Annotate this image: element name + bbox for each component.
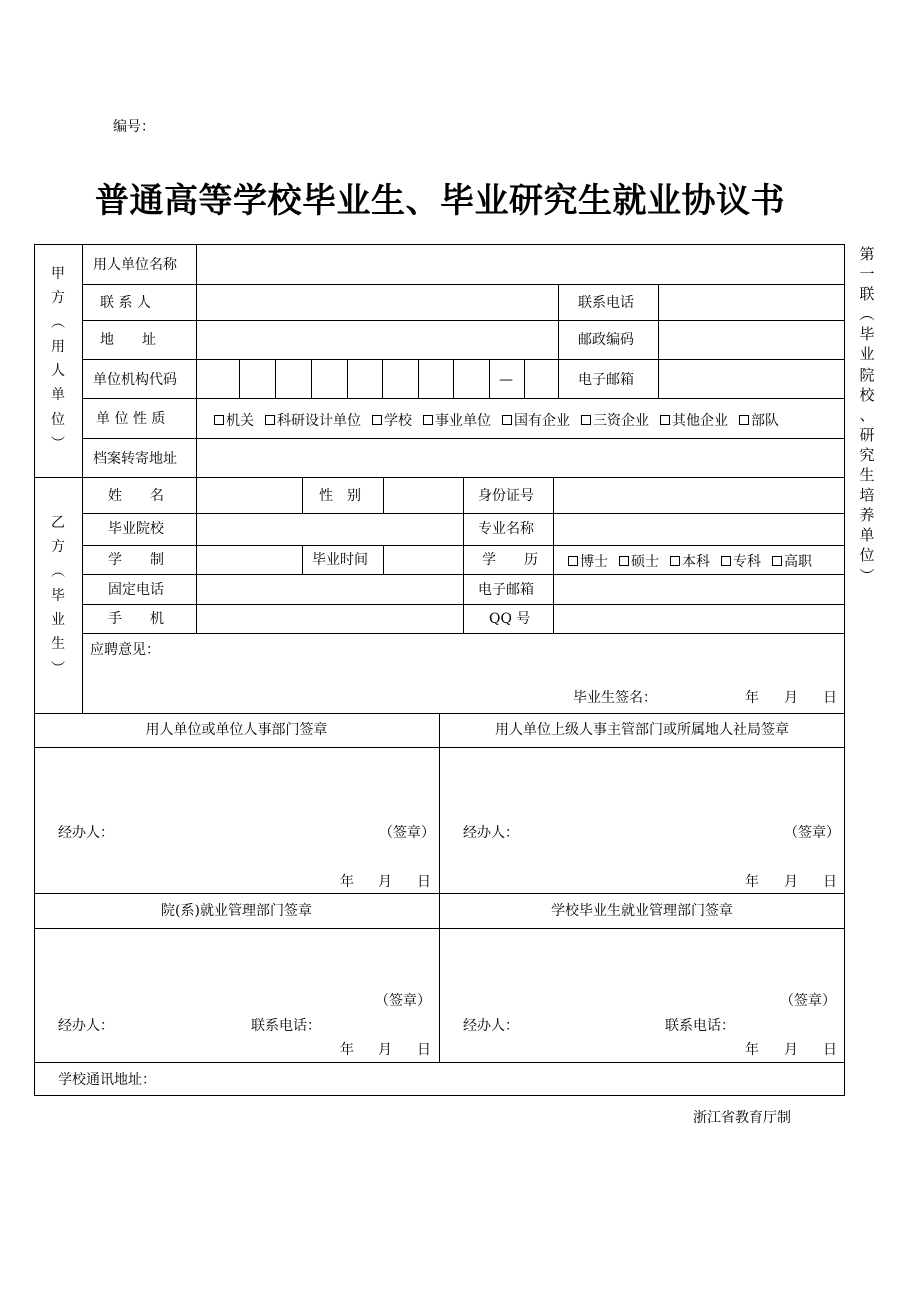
checkbox-icon[interactable] (739, 415, 749, 425)
year-label: 年 (745, 690, 759, 706)
degree-options (568, 551, 812, 571)
handler-label: 经办人： (463, 1018, 519, 1034)
checkbox-icon[interactable] (265, 415, 275, 425)
checkbox-option[interactable] (423, 410, 491, 430)
grad-time-label: 毕业时间 (312, 552, 368, 568)
checkbox-option[interactable] (265, 410, 361, 430)
year-label: 年 (745, 874, 759, 890)
checkbox-label: 三资企业 (593, 413, 649, 429)
vertical-char: 一 (859, 265, 875, 284)
checkbox-label: 机关 (226, 413, 254, 429)
checkbox-option[interactable] (568, 551, 608, 571)
major-label: 专业名称 (478, 521, 534, 537)
day-label: 日 (417, 1042, 431, 1058)
unit-type-options (214, 410, 779, 430)
checkbox-icon[interactable] (502, 415, 512, 425)
handler-label: 经办人： (58, 1018, 114, 1034)
year-label: 年 (340, 1042, 354, 1058)
opinion-label: 应聘意见： (90, 642, 160, 658)
checkbox-option[interactable] (721, 551, 761, 571)
checkbox-label: 科研设计单位 (277, 413, 361, 429)
vertical-char: 生 (51, 636, 65, 653)
checkbox-icon[interactable] (660, 415, 670, 425)
serial-number-label: 编号： (113, 119, 155, 135)
vertical-char: ︶ (51, 436, 65, 453)
seal-label: （签章） (379, 825, 435, 841)
school-label: 毕业院校 (108, 521, 164, 537)
checkbox-label: 高职 (784, 554, 812, 570)
vertical-char: 养 (859, 506, 875, 525)
month-label: 月 (378, 1042, 392, 1058)
vertical-char: 研 (859, 425, 875, 444)
vertical-char: 生 (859, 466, 875, 485)
id-number-label: 身份证号 (478, 488, 534, 504)
checkbox-label: 专科 (733, 554, 761, 570)
gender-label: 性 别 (319, 488, 361, 504)
checkbox-label: 博士 (580, 554, 608, 570)
student-signature-label: 毕业生签名： (573, 690, 657, 706)
vertical-char: ︵ (51, 314, 65, 331)
month-label: 月 (378, 874, 392, 890)
vertical-char: 院 (859, 365, 875, 384)
unit-name-label: 用人单位名称 (93, 257, 177, 273)
employer-hr-seal-header: 用人单位或单位人事部门签章 (145, 722, 328, 738)
checkbox-icon[interactable] (581, 415, 591, 425)
vertical-char: 毕 (859, 325, 875, 344)
vertical-char: 校 (859, 385, 875, 404)
postcode-label: 邮政编码 (578, 332, 634, 348)
issuer: 浙江省教育厅制 (693, 1110, 791, 1126)
college-dept-seal-header: 院(系)就业管理部门签章 (161, 903, 312, 919)
copy-note (853, 244, 881, 586)
checkbox-icon[interactable] (568, 556, 578, 566)
vertical-char: 联 (859, 285, 875, 304)
checkbox-option[interactable] (772, 551, 812, 571)
day-label: 日 (823, 1042, 837, 1058)
year-label: 年 (340, 874, 354, 890)
day-label: 日 (417, 874, 431, 890)
vertical-char: 究 (859, 445, 875, 464)
checkbox-option[interactable] (581, 410, 649, 430)
vertical-char: 甲 (51, 266, 65, 282)
seal-label: （签章） (780, 993, 836, 1009)
document-title: 普通高等学校毕业生、毕业研究生就业协议书 (95, 181, 785, 221)
vertical-char: 位 (51, 411, 65, 428)
qq-label: QQ 号 (489, 611, 531, 627)
checkbox-label: 硕士 (631, 554, 659, 570)
party-a-label (48, 262, 68, 456)
year-label: 年 (745, 1042, 759, 1058)
landline-label: 固定电话 (108, 582, 164, 598)
handler-label: 经办人： (463, 825, 519, 841)
checkbox-label: 事业单位 (435, 413, 491, 429)
student-email-label: 电子邮箱 (478, 582, 534, 598)
month-label: 月 (784, 1042, 798, 1058)
degree-label: 学 历 (482, 552, 538, 568)
handler-label: 经办人： (58, 825, 114, 841)
vertical-char: 业 (859, 345, 875, 364)
vertical-char: ︶ (859, 566, 875, 585)
vertical-char: 、 (859, 405, 875, 424)
org-code-label: 单位机构代码 (93, 372, 177, 388)
checkbox-icon[interactable] (372, 415, 382, 425)
checkbox-label: 其他企业 (672, 413, 728, 429)
day-label: 日 (823, 690, 837, 706)
party-b-label (48, 511, 68, 681)
school-dept-seal-header: 学校毕业生就业管理部门签章 (551, 903, 733, 919)
contact-person-label: 联 系 人 (100, 295, 151, 311)
vertical-char: 位 (859, 546, 875, 565)
contact-phone-label: 联系电话： (251, 1018, 321, 1034)
checkbox-option[interactable] (502, 410, 570, 430)
checkbox-label: 部队 (751, 413, 779, 429)
seal-label: （签章） (784, 825, 840, 841)
vertical-char: 业 (51, 612, 65, 629)
vertical-char: ︵ (51, 563, 65, 580)
org-code-dash: — (499, 372, 513, 388)
vertical-char: ︶ (51, 660, 65, 677)
vertical-char: 培 (859, 486, 875, 505)
name-label: 姓 名 (108, 488, 164, 504)
checkbox-option[interactable] (670, 551, 710, 571)
vertical-char: 方 (51, 539, 65, 556)
day-label: 日 (823, 874, 837, 890)
checkbox-option[interactable] (214, 410, 254, 430)
checkbox-icon[interactable] (619, 556, 629, 566)
checkbox-icon[interactable] (214, 415, 224, 425)
checkbox-option[interactable] (619, 551, 659, 571)
address-label: 地 址 (100, 332, 156, 348)
vertical-char: 毕 (51, 587, 65, 604)
superior-dept-seal-header: 用人单位上级人事主管部门或所属地人社局签章 (495, 722, 789, 738)
vertical-char: ︵ (859, 305, 875, 324)
vertical-char: 乙 (51, 515, 65, 531)
vertical-char: 单 (859, 526, 875, 545)
contact-phone-label: 联系电话： (665, 1018, 735, 1034)
archive-address-label: 档案转寄地址 (93, 451, 177, 467)
checkbox-label: 国有企业 (514, 413, 570, 429)
checkbox-icon[interactable] (772, 556, 782, 566)
checkbox-label: 学校 (384, 413, 412, 429)
checkbox-label: 本科 (682, 554, 710, 570)
checkbox-option[interactable] (739, 410, 779, 430)
email-label: 电子邮箱 (578, 372, 634, 388)
checkbox-option[interactable] (660, 410, 728, 430)
vertical-char: 人 (51, 363, 65, 380)
month-label: 月 (784, 690, 798, 706)
checkbox-icon[interactable] (721, 556, 731, 566)
school-address-label: 学校通讯地址： (58, 1072, 156, 1088)
duration-label: 学 制 (108, 552, 164, 568)
checkbox-icon[interactable] (670, 556, 680, 566)
checkbox-icon[interactable] (423, 415, 433, 425)
unit-type-label: 单 位 性 质 (96, 411, 166, 427)
checkbox-option[interactable] (372, 410, 412, 430)
vertical-char: 方 (51, 290, 65, 307)
seal-label: （签章） (375, 993, 431, 1009)
vertical-char: 第 (859, 245, 875, 263)
month-label: 月 (784, 874, 798, 890)
vertical-char: 用 (51, 338, 65, 355)
vertical-char: 单 (51, 387, 65, 404)
contact-phone-label: 联系电话 (578, 295, 634, 311)
mobile-label: 手 机 (108, 611, 164, 627)
